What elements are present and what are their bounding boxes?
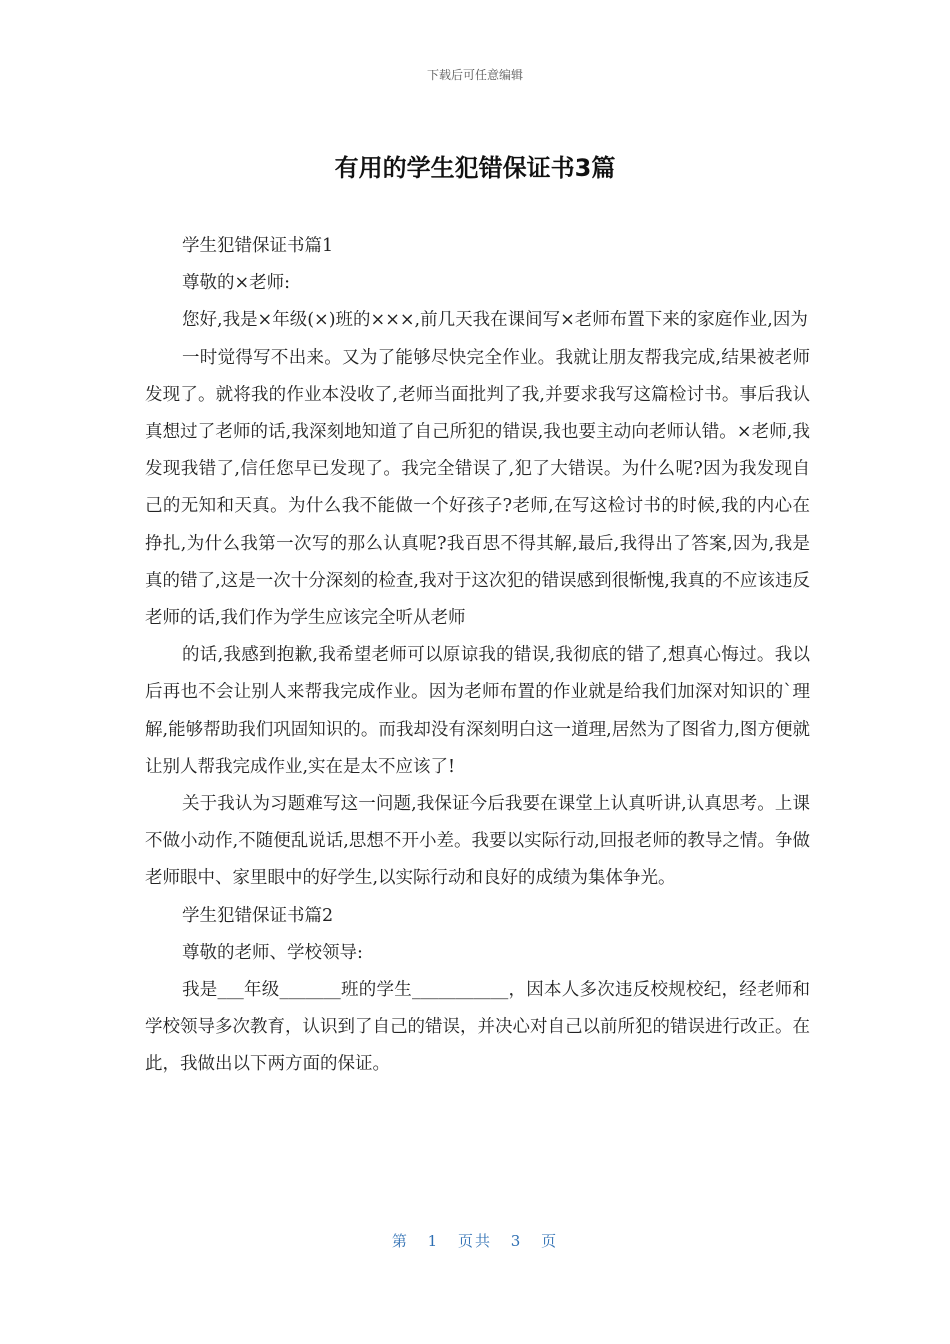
body-paragraph: 我是___年级_______班的学生___________，因本人多次违反校规校纪，经老师和学校领导多次教育，认识到了自己的错误，并决心对自己以前所犯的错误进行改正。在此，我做出以下两方面的保证。 — [145, 980, 810, 1075]
body-paragraph: 您好,我是×年级(×)班的×××,前几天我在课间写×老师布置下来的家庭作业,因为 — [182, 310, 808, 331]
footer-word-total: 页共 — [457, 1232, 492, 1250]
page-footer — [0, 1230, 950, 1251]
salutation-1: 尊敬的×老师: — [182, 273, 291, 294]
document-body — [145, 228, 810, 1084]
section-heading-2: 学生犯错保证书篇2 — [182, 905, 334, 926]
footer-word-end: 页 — [541, 1232, 559, 1250]
body-paragraph: 的话,我感到抱歉,我希望老师可以原谅我的错误,我彻底的错了,想真心悔过。我以后再也不会让别人来帮我完成作业。因为老师布置的作业就是给我们加深对知识的`理解,能够帮助我们巩固知识的。而我却没有深刻明白这一道理,居然为了图省力,图方便就让别人帮我完成作业,实在是太不应该了! — [145, 645, 810, 777]
body-paragraph: 关于我认为习题难写这一问题,我保证今后我要在课堂上认真听讲,认真思考。上课不做小动作,不随便乱说话,思想不开小差。我要以实际行动,回报老师的教导之情。争做老师眼中、家里眼中的好学生,以实际行动和良好的成绩为集体争光。 — [145, 794, 810, 889]
footer-current-page: 1 — [427, 1232, 440, 1250]
footer-word-page: 第 — [391, 1232, 409, 1250]
salutation-2: 尊敬的老师、学校领导: — [182, 942, 363, 963]
body-paragraph: 一时觉得写不出来。又为了能够尽快完全作业。我就让朋友帮我完成,结果被老师发现了。就将我的作业本没收了,老师当面批判了我,并要求我写这篇检讨书。事后我认真想过了老师的话,我深刻地知道了自己所犯的错误,我也要主动向老师认错。×老师,我发现我错了,信任您早已发现了。我完全错误了,犯了大错误。为什么呢?因为我发现自己的无知和天真。为什么我不能做一个好孩子?老师,在写这检讨书的时候,我的内心在挣扎,为什么我第一次写的那么认真呢?我百思不得其解,最后,我得出了答案,因为,我是真的错了,这是一次十分深刻的检查,我对于这次犯的错误感到很惭愧,我真的不应该违反老师的话,我们作为学生应该完全听从老师 — [145, 347, 810, 629]
footer-total-pages: 3 — [510, 1232, 523, 1250]
document-title: 有用的学生犯错保证书3篇 — [334, 154, 616, 182]
header-note: 下载后可任意编辑 — [426, 68, 523, 82]
section-heading-1: 学生犯错保证书篇1 — [182, 236, 334, 256]
